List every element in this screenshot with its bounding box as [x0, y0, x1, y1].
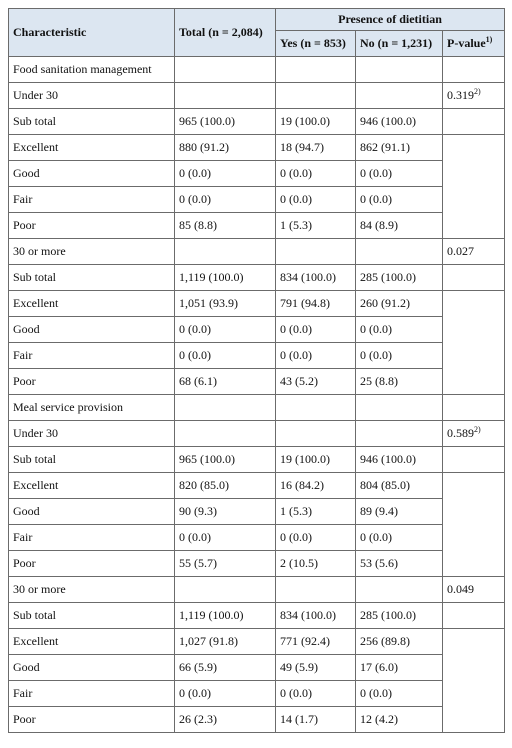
header-characteristic: Characteristic	[9, 9, 175, 57]
cell-total: 0 (0.0)	[175, 161, 276, 187]
cell-no: 285 (100.0)	[356, 603, 443, 629]
p-value-text: 0.589	[447, 426, 474, 440]
cell-no: 25 (8.8)	[356, 369, 443, 395]
row-label: Poor	[9, 707, 175, 733]
cell-p-value	[443, 109, 505, 135]
cell-no: 53 (5.6)	[356, 551, 443, 577]
cell-yes: 49 (5.9)	[276, 655, 356, 681]
header-p-value	[443, 31, 505, 57]
row-label: Excellent	[9, 291, 175, 317]
table-row	[9, 135, 505, 161]
cell-p-value	[443, 577, 505, 603]
header-row-top	[9, 9, 505, 31]
cell-yes: 0 (0.0)	[276, 187, 356, 213]
cell-total: 0 (0.0)	[175, 343, 276, 369]
cell-total	[175, 395, 276, 421]
cell-no	[356, 239, 443, 265]
table-row	[9, 603, 505, 629]
cell-total: 26 (2.3)	[175, 707, 276, 733]
table-row	[9, 447, 505, 473]
row-label: Excellent	[9, 135, 175, 161]
p-value-text: 0.319	[447, 88, 474, 102]
row-label: Excellent	[9, 473, 175, 499]
cell-total: 0 (0.0)	[175, 317, 276, 343]
row-label: Meal service provision	[9, 395, 175, 421]
table-row	[9, 343, 505, 369]
table-body	[9, 57, 505, 733]
table-row	[9, 525, 505, 551]
table-row	[9, 655, 505, 681]
row-label: Excellent	[9, 629, 175, 655]
table-row	[9, 291, 505, 317]
row-label: Fair	[9, 525, 175, 551]
data-table	[8, 8, 505, 733]
table-row	[9, 499, 505, 525]
row-label: 30 or more	[9, 239, 175, 265]
cell-total	[175, 577, 276, 603]
cell-total	[175, 239, 276, 265]
cell-p-value	[443, 239, 505, 265]
cell-no: 946 (100.0)	[356, 109, 443, 135]
cell-yes	[276, 83, 356, 109]
cell-total: 820 (85.0)	[175, 473, 276, 499]
cell-total	[175, 83, 276, 109]
cell-yes: 834 (100.0)	[276, 603, 356, 629]
cell-no: 0 (0.0)	[356, 525, 443, 551]
cell-total: 0 (0.0)	[175, 525, 276, 551]
cell-total: 66 (5.9)	[175, 655, 276, 681]
p-value-text: 0.049	[447, 582, 474, 596]
row-label: Sub total	[9, 265, 175, 291]
cell-p-value	[443, 83, 505, 109]
cell-no: 0 (0.0)	[356, 317, 443, 343]
cell-total: 85 (8.8)	[175, 213, 276, 239]
cell-yes	[276, 239, 356, 265]
cell-p-value	[443, 265, 505, 291]
cell-yes: 0 (0.0)	[276, 317, 356, 343]
cell-p-value	[443, 603, 505, 629]
cell-no	[356, 577, 443, 603]
cell-p-value	[443, 135, 505, 239]
cell-p-value	[443, 57, 505, 83]
cell-no: 12 (4.2)	[356, 707, 443, 733]
cell-no: 0 (0.0)	[356, 161, 443, 187]
cell-total: 90 (9.3)	[175, 499, 276, 525]
row-label: Food sanitation management	[9, 57, 175, 83]
table-row	[9, 395, 505, 421]
cell-p-value	[443, 291, 505, 395]
cell-total: 1,027 (91.8)	[175, 629, 276, 655]
cell-yes: 0 (0.0)	[276, 681, 356, 707]
table-row	[9, 707, 505, 733]
cell-total	[175, 421, 276, 447]
table-row	[9, 369, 505, 395]
cell-no: 946 (100.0)	[356, 447, 443, 473]
header-yes: Yes (n = 853)	[276, 31, 356, 57]
header-presence-of-dietitian: Presence of dietitian	[276, 9, 505, 31]
cell-total: 1,051 (93.9)	[175, 291, 276, 317]
cell-total: 0 (0.0)	[175, 187, 276, 213]
header-no: No (n = 1,231)	[356, 31, 443, 57]
table-row	[9, 187, 505, 213]
cell-yes: 14 (1.7)	[276, 707, 356, 733]
cell-p-value	[443, 629, 505, 733]
cell-no: 260 (91.2)	[356, 291, 443, 317]
cell-yes: 43 (5.2)	[276, 369, 356, 395]
cell-no: 0 (0.0)	[356, 187, 443, 213]
cell-no: 84 (8.9)	[356, 213, 443, 239]
cell-yes: 16 (84.2)	[276, 473, 356, 499]
cell-p-value	[443, 473, 505, 577]
cell-no: 89 (9.4)	[356, 499, 443, 525]
cell-yes: 2 (10.5)	[276, 551, 356, 577]
cell-yes: 19 (100.0)	[276, 109, 356, 135]
table-row	[9, 161, 505, 187]
cell-total: 1,119 (100.0)	[175, 603, 276, 629]
cell-total: 965 (100.0)	[175, 109, 276, 135]
cell-yes	[276, 395, 356, 421]
table-row	[9, 239, 505, 265]
row-label: Sub total	[9, 109, 175, 135]
row-label: Poor	[9, 369, 175, 395]
table-row	[9, 629, 505, 655]
row-label: Good	[9, 317, 175, 343]
cell-total: 68 (6.1)	[175, 369, 276, 395]
table-row	[9, 421, 505, 447]
cell-total: 0 (0.0)	[175, 681, 276, 707]
cell-yes: 0 (0.0)	[276, 525, 356, 551]
cell-yes: 0 (0.0)	[276, 161, 356, 187]
row-label: Good	[9, 161, 175, 187]
cell-no: 17 (6.0)	[356, 655, 443, 681]
cell-no: 804 (85.0)	[356, 473, 443, 499]
table-row	[9, 109, 505, 135]
cell-total: 55 (5.7)	[175, 551, 276, 577]
cell-no	[356, 57, 443, 83]
table-row	[9, 681, 505, 707]
cell-yes: 1 (5.3)	[276, 499, 356, 525]
p-value-footnote: 2)	[474, 425, 481, 434]
cell-yes	[276, 421, 356, 447]
cell-no: 862 (91.1)	[356, 135, 443, 161]
cell-p-value	[443, 395, 505, 421]
table-row	[9, 265, 505, 291]
header-p-value-label: P-value	[447, 36, 486, 50]
row-label: Poor	[9, 213, 175, 239]
cell-yes	[276, 577, 356, 603]
table-row	[9, 213, 505, 239]
cell-no: 285 (100.0)	[356, 265, 443, 291]
cell-yes	[276, 57, 356, 83]
table-row	[9, 551, 505, 577]
cell-total: 965 (100.0)	[175, 447, 276, 473]
cell-yes: 834 (100.0)	[276, 265, 356, 291]
table-row	[9, 317, 505, 343]
row-label: Sub total	[9, 603, 175, 629]
table-row	[9, 577, 505, 603]
cell-p-value	[443, 447, 505, 473]
cell-no	[356, 421, 443, 447]
row-label: Under 30	[9, 83, 175, 109]
cell-yes: 791 (94.8)	[276, 291, 356, 317]
row-label: Fair	[9, 343, 175, 369]
header-p-value-footnote: 1)	[485, 35, 493, 44]
p-value-text: 0.027	[447, 244, 474, 258]
cell-yes: 0 (0.0)	[276, 343, 356, 369]
row-label: Good	[9, 655, 175, 681]
cell-no: 256 (89.8)	[356, 629, 443, 655]
row-label: Fair	[9, 187, 175, 213]
row-label: Poor	[9, 551, 175, 577]
table-row	[9, 57, 505, 83]
p-value-footnote: 2)	[474, 87, 481, 96]
cell-no: 0 (0.0)	[356, 681, 443, 707]
cell-no: 0 (0.0)	[356, 343, 443, 369]
table-header	[9, 9, 505, 57]
row-label: Under 30	[9, 421, 175, 447]
cell-yes: 18 (94.7)	[276, 135, 356, 161]
row-label: Fair	[9, 681, 175, 707]
row-label: Good	[9, 499, 175, 525]
table-row	[9, 473, 505, 499]
cell-yes: 771 (92.4)	[276, 629, 356, 655]
cell-no	[356, 395, 443, 421]
cell-yes: 19 (100.0)	[276, 447, 356, 473]
cell-no	[356, 83, 443, 109]
row-label: Sub total	[9, 447, 175, 473]
cell-total	[175, 57, 276, 83]
cell-total: 1,119 (100.0)	[175, 265, 276, 291]
table-row	[9, 83, 505, 109]
cell-yes: 1 (5.3)	[276, 213, 356, 239]
cell-total: 880 (91.2)	[175, 135, 276, 161]
row-label: 30 or more	[9, 577, 175, 603]
header-total: Total (n = 2,084)	[175, 9, 276, 57]
cell-p-value	[443, 421, 505, 447]
